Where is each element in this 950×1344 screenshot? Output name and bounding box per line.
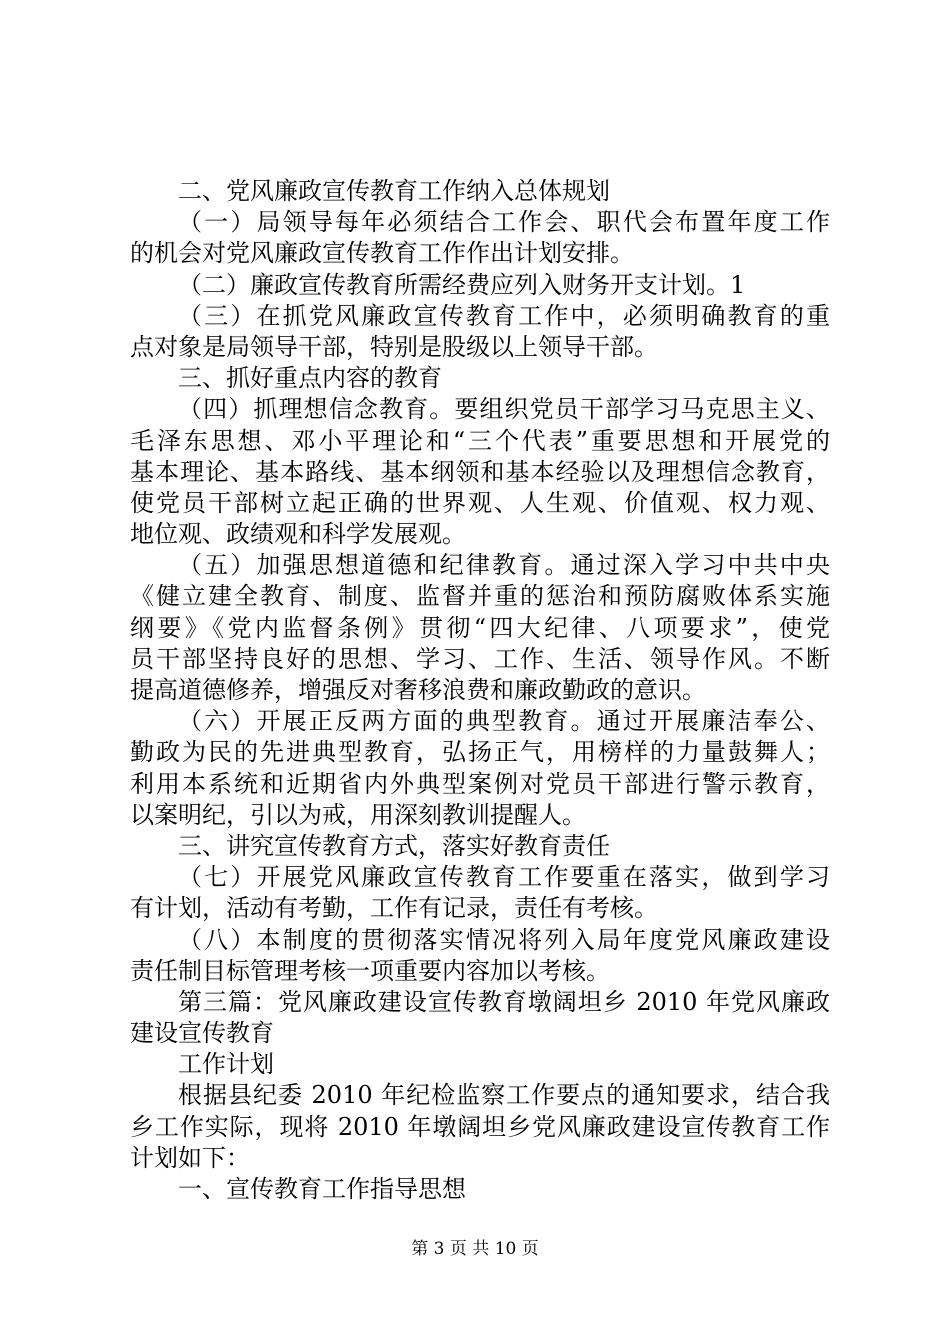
text-line: （三）在抓党风廉政宣传教育工作中，必须明确教育的重	[178, 301, 830, 330]
text-line: 第三篇：党风廉政建设宣传教育墩阔坦乡 2010 年党风廉政	[178, 987, 830, 1016]
text-line: 一、宣传教育工作指导思想	[178, 1175, 466, 1203]
text-line: （八）本制度的贯彻落实情况将列入局年度党风廉政建设	[178, 925, 830, 954]
text-line: 地位观、政绩观和科学发展观。	[130, 520, 466, 549]
text-line: 根据县纪委 2010 年纪检监察工作要点的通知要求，结合我	[178, 1081, 830, 1110]
text-line: 员干部坚持良好的思想、学习、工作、生活、领导作风。不断	[130, 644, 830, 673]
document-body	[130, 176, 830, 1205]
text-line: 利用本系统和近期省内外典型案例对党员干部进行警示教育，	[130, 769, 830, 798]
text-line: 有计划，活动有考勤，工作有记录，责任有考核。	[130, 894, 658, 923]
text-line: 使党员干部树立起正确的世界观、人生观、价值观、权力观、	[130, 488, 830, 517]
text-line: （四）抓理想信念教育。要组织党员干部学习马克思主义、	[178, 395, 830, 424]
text-line: 工作计划	[178, 1050, 274, 1079]
text-line: 勤政为民的先进典型教育，弘扬正气，用榜样的力量鼓舞人；	[130, 738, 830, 767]
text-line: 《健立建全教育、制度、监督并重的惩治和预防腐败体系实施	[130, 582, 830, 611]
text-line: 毛泽东思想、邓小平理论和“三个代表”重要思想和开展党的	[130, 426, 830, 455]
text-line: 计划如下：	[130, 1143, 250, 1172]
text-line: （五）加强思想道德和纪律教育。通过深入学习中共中央	[178, 551, 830, 580]
text-line: 点对象是局领导干部，特别是股级以上领导干部。	[130, 332, 658, 361]
text-line: 责任制目标管理考核一项重要内容加以考核。	[130, 956, 610, 985]
text-line: （七）开展党风廉政宣传教育工作要重在落实，做到学习	[178, 863, 830, 892]
text-line: 以案明纪，引以为戒，用深刻教训提醒人。	[130, 800, 586, 829]
text-line: 三、抓好重点内容的教育	[178, 364, 442, 393]
text-line: 纲要》《党内监督条例》贯彻“四大纪律、八项要求”，使党	[130, 613, 830, 642]
text-line: 的机会对党风廉政宣传教育工作作出计划安排。	[130, 239, 634, 268]
text-line: 乡工作实际，现将 2010 年墩阔坦乡党风廉政建设宣传教育工作	[130, 1112, 830, 1141]
text-line: 提高道德修养，增强反对奢移浪费和廉政勤政的意识。	[130, 676, 706, 704]
text-line: （一）局领导每年必须结合工作会、职代会布置年度工作	[178, 208, 830, 237]
text-line: 基本理论、基本路线、基本纲领和基本经验以及理想信念教育，	[130, 457, 830, 486]
text-line: 建设宣传教育	[130, 1019, 274, 1048]
text-line: （六）开展正反两方面的典型教育。通过开展廉洁奉公、	[178, 707, 830, 736]
text-line: （二）廉政宣传教育所需经费应列入财务开支计划。1	[178, 270, 746, 299]
text-line: 二、党风廉政宣传教育工作纳入总体规划	[178, 177, 610, 205]
text-line: 三、讲究宣传教育方式，落实好教育责任	[178, 831, 610, 860]
page-footer: 第 3 页 共 10 页	[411, 1239, 539, 1259]
